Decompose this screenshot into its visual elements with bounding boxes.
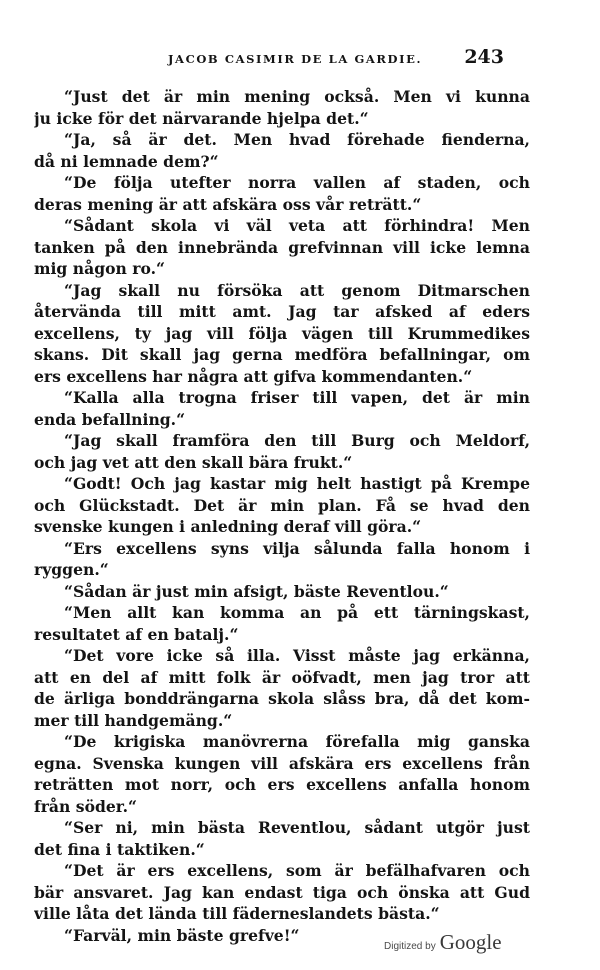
text-line: “Ers excellens syns vilja sålunda falla honom i xyxy=(64,538,530,558)
text-line: deras mening är att afskära oss vår reträtt.“ xyxy=(34,194,422,214)
text-line: tanken på den innebrända grefvinnan vill icke lemna xyxy=(34,237,530,257)
text-line: ryggen.“ xyxy=(34,560,109,579)
text-line: egna. Svenska kungen vill afskära ers excellens från xyxy=(34,753,530,773)
text-line: resultatet af en batalj.“ xyxy=(34,624,239,644)
text-line: återvända till mitt amt. Jag tar afsked af eders xyxy=(34,302,530,321)
text-line: “Det vore icke så illa. Visst måste jag erkänna, xyxy=(64,646,530,665)
running-head: JACOB CASIMIR DE LA GARDIE. xyxy=(168,52,423,66)
text-line: “Jag skall nu försöka att genom Ditmarschen xyxy=(64,280,530,300)
text-line: reträtten mot norr, och ers excellens anfalla honom xyxy=(34,775,530,794)
page-number: 243 xyxy=(464,46,504,68)
text-line: excellens, ty jag vill följa vägen till Krummedikes xyxy=(34,323,530,343)
text-line: och jag vet att den skall bära frukt.“ xyxy=(34,452,353,472)
text-line: de ärliga bonddrängarna skola slåss bra, då det kom- xyxy=(34,689,530,708)
text-line: ju icke för det närvarande hjelpa det.“ xyxy=(34,108,369,128)
text-line: svenske kungen i anledning deraf vill göra.“ xyxy=(34,517,422,536)
text-line: enda befallning.“ xyxy=(34,409,186,429)
text-line: att en del af mitt folk är oöfvadt, men jag tror att xyxy=(34,667,530,687)
text-line: “Sådant skola vi väl veta att förhindra! Men xyxy=(64,216,530,235)
text-line: ers excellens har några att gifva kommendanten.“ xyxy=(34,366,473,386)
text-line: “De följa utefter norra vallen af staden, och xyxy=(64,173,530,192)
google-wordmark: Google xyxy=(439,930,502,954)
text-line: mig någon ro.“ xyxy=(34,259,166,278)
text-line: “Farväl, min bäste grefve!“ xyxy=(64,925,300,945)
text-line: det fina i taktiken.“ xyxy=(34,839,205,859)
text-line: då ni lemnade dem?“ xyxy=(34,151,219,171)
text-line: “Just det är min mening också. Men vi kunna xyxy=(64,87,530,106)
text-line: “Kalla alla trogna friser till vapen, det är min xyxy=(64,388,530,407)
text-line: ville låta det lända till fäderneslandets bästa.“ xyxy=(34,904,440,923)
body-text xyxy=(34,86,530,946)
text-line: från söder.“ xyxy=(34,796,137,816)
text-line: och Glückstadt. Det är min plan. Få se hvad den xyxy=(34,495,530,515)
page-header xyxy=(34,46,504,72)
text-line: “Ser ni, min bästa Reventlou, sådant utgör just xyxy=(64,818,530,837)
text-line: “Sådan är just min afsigt, bäste Reventlou.“ xyxy=(64,581,449,601)
text-line: “Godt! Och jag kastar mig helt hastigt på Krempe xyxy=(64,474,530,493)
digitized-by-label: Digitized by xyxy=(384,941,436,952)
text-line: “Men allt kan komma an på ett tärningskast, xyxy=(64,603,530,622)
text-line: skans. Dit skall jag gerna medföra befallningar, om xyxy=(34,345,530,364)
text-line: “Det är ers excellens, som är befälhafvaren och xyxy=(64,861,530,880)
text-line: “De krigiska manövrerna förefalla mig ganska xyxy=(64,732,530,751)
text-line: bär ansvaret. Jag kan endast tiga och önska att Gud xyxy=(34,882,530,902)
digitization-notice xyxy=(384,930,502,955)
text-line: mer till handgemäng.“ xyxy=(34,710,233,730)
text-line: “Ja, så är det. Men hvad förehade fienderna, xyxy=(64,130,530,149)
text-line: “Jag skall framföra den till Burg och Meldorf, xyxy=(64,431,530,450)
